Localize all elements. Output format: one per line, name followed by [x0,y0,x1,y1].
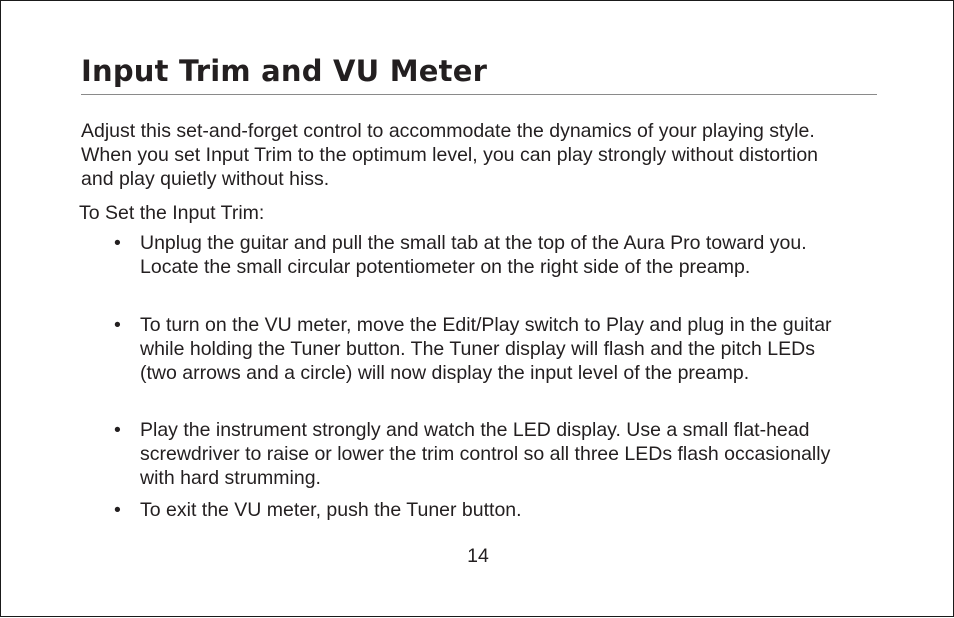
instructions-heading: To Set the Input Trim: [79,202,265,224]
list-item-text: Play the instrument strongly and watch the LED display. Use a small flat-head screwdriver to raise or lower the trim control so all three LEDs flash occasionally with hard strumming. [140,419,831,489]
list-item-text: To turn on the VU meter, move the Edit/Play switch to Play and plug in the guitar while holding the Tuner button. The Tuner display will flash and the pitch LEDs (two arrows and a circle) will now display the input level of the preamp. [140,314,832,384]
list-item [114,231,854,279]
list-item-text: To exit the VU meter, push the Tuner button. [140,499,522,521]
bullet-marker: • [114,314,121,336]
bullet-marker: • [114,499,121,521]
page-title: Input Trim and VU Meter [81,54,488,88]
list-item [114,418,854,490]
list-item [114,498,854,522]
bullet-marker: • [114,419,121,441]
intro-paragraph: Adjust this set-and-forget control to accommodate the dynamics of your playing style. When you set Input Trim to the optimum level, you can play strongly without distortion and play quietly without hiss. [81,120,819,190]
page-number: 14 [467,545,489,567]
bullet-marker: • [114,232,121,254]
list-item [114,313,854,385]
list-item-text: Unplug the guitar and pull the small tab at the top of the Aura Pro toward you. Locate the small circular potentiometer on the right side of the preamp. [140,232,807,278]
instruction-list [1,1,954,618]
